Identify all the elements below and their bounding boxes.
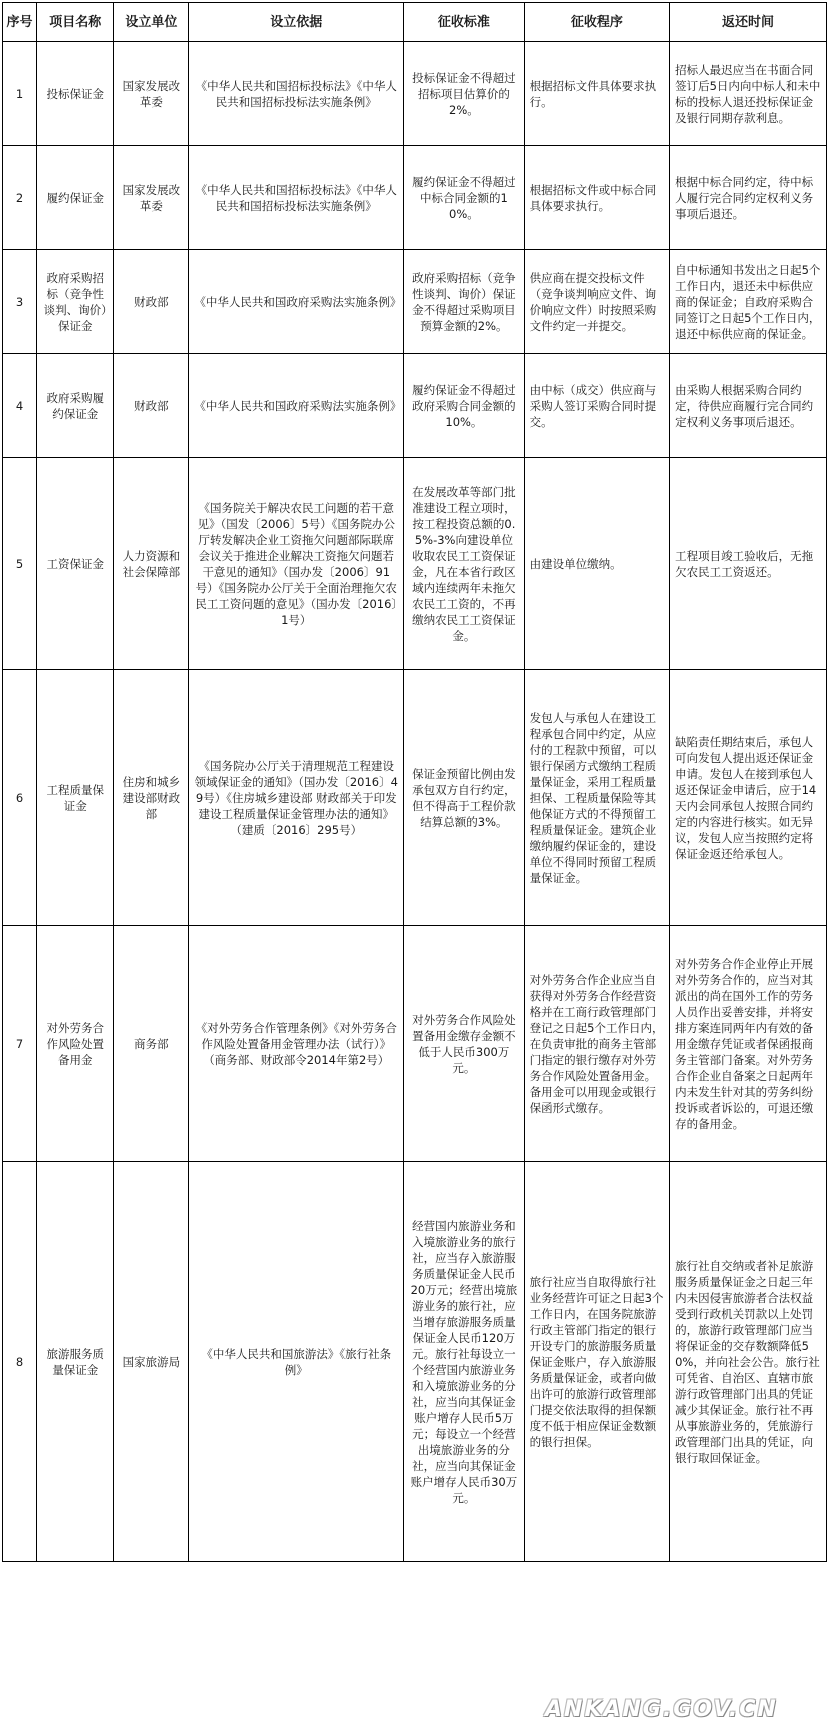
row-basis: 《中华人民共和国招标投标法》《中华人民共和国招标投标法实施条例》	[189, 42, 404, 146]
row-name: 政府采购履约保证金	[37, 354, 114, 458]
row-basis: 《国务院关于解决农民工问题的若干意见》（国发〔2006〕5号）《国务院办公厅转发解决企业工资拖欠问题部际联席会议关于推进企业解决工资拖欠问题若干意见的通知》（国办发〔2006〕91号）《国务院办公厅关于全面治理拖欠农民工工资问题的意见》（国办发〔2016〕1号）	[189, 458, 404, 670]
row-unit: 国家旅游局	[114, 1162, 189, 1562]
row-standard: 履约保证金不得超过政府采购合同金额的10%。	[404, 354, 524, 458]
row-no: 6	[3, 670, 37, 926]
row-name: 工程质量保证金	[37, 670, 114, 926]
row-basis: 《国务院办公厅关于清理规范工程建设领域保证金的通知》（国办发〔2016〕49号）《住房城乡建设部 财政部关于印发建设工程质量保证金管理办法的通知》（建质〔2016〕295号）	[189, 670, 404, 926]
table-row	[3, 354, 827, 458]
row-name: 工资保证金	[37, 458, 114, 670]
row-unit: 商务部	[114, 926, 189, 1162]
table-row	[3, 250, 827, 354]
row-return-time: 对外劳务合作企业停止开展对外劳务合作的，应当对其派出的尚在国外工作的劳务人员作出妥善安排，并将安排方案连同两年内有效的备用金缴存凭证或者保函报商务主管部门备案。对外劳务合作企业自备案之日起两年内未发生针对其的劳务纠纷投诉或者诉讼的，可退还缴存的备用金。	[670, 926, 827, 1162]
row-standard: 经营国内旅游业务和入境旅游业务的旅行社，应当存入旅游服务质量保证金人民币20万元；经营出境旅游业务的旅行社，应当增存旅游服务质量保证金人民币120万元。旅行社每设立一个经营国内旅游业务和入境旅游业务的分社，应当向其保证金账户增存人民币5万元；每设立一个经营出境旅游业务的分社，应当向其保证金账户增存人民币30万元。	[404, 1162, 524, 1562]
row-name: 履约保证金	[37, 146, 114, 250]
row-procedure: 供应商在提交投标文件（竞争谈判响应文件、询价响应文件）时按照采购文件约定一并提交。	[524, 250, 669, 354]
row-procedure: 旅行社应当自取得旅行社业务经营许可证之日起3个工作日内，在国务院旅游行政主管部门指定的银行开设专门的旅游服务质量保证金账户，存入旅游服务质量保证金，或者向做出许可的旅游行政管理部门提交依法取得的担保额度不低于相应保证金数额的银行担保。	[524, 1162, 669, 1562]
row-standard: 在发展改革等部门批准建设工程立项时，按工程投资总额的0.5%-3%向建设单位收取农民工工资保证金，凡在本省行政区域内连续两年未拖欠农民工工资的，不再缴纳农民工工资保证金。	[404, 458, 524, 670]
row-no: 3	[3, 250, 37, 354]
row-no: 1	[3, 42, 37, 146]
row-unit: 国家发展改革委	[114, 42, 189, 146]
header-standard: 征收标准	[404, 3, 524, 42]
row-procedure: 根据招标文件或中标合同具体要求执行。	[524, 146, 669, 250]
table-row	[3, 670, 827, 926]
row-unit: 国家发展改革委	[114, 146, 189, 250]
row-basis: 《中华人民共和国政府采购法实施条例》	[189, 354, 404, 458]
row-return-time: 工程项目竣工验收后，无拖欠农民工工资返还。	[670, 458, 827, 670]
row-standard: 履约保证金不得超过中标合同金额的10%。	[404, 146, 524, 250]
table-row	[3, 146, 827, 250]
row-name: 旅游服务质量保证金	[37, 1162, 114, 1562]
row-no: 2	[3, 146, 37, 250]
site-watermark: ANKANG.GOV.CN	[545, 1697, 778, 1722]
table-row	[3, 1162, 827, 1562]
table-row	[3, 458, 827, 670]
row-return-time: 招标人最迟应当在书面合同签订后5日内向中标人和未中标的投标人退还投标保证金及银行同期存款利息。	[670, 42, 827, 146]
row-procedure: 发包人与承包人在建设工程承包合同中约定，从应付的工程款中预留，可以银行保函方式缴纳工程质量保证金，采用工程质量担保、工程质量保险等其他保证方式的不得预留工程质量保证金。建筑企业缴纳履约保证金的，建设单位不得同时预留工程质量保证金。	[524, 670, 669, 926]
row-return-time: 根据中标合同约定，待中标人履行完合同约定权利义务事项后退还。	[670, 146, 827, 250]
row-procedure: 根据招标文件具体要求执行。	[524, 42, 669, 146]
row-standard: 政府采购招标（竞争性谈判、询价）保证金不得超过采购项目预算金额的2%。	[404, 250, 524, 354]
row-name: 对外劳务合作风险处置备用金	[37, 926, 114, 1162]
row-no: 8	[3, 1162, 37, 1562]
row-unit: 住房和城乡建设部财政部	[114, 670, 189, 926]
row-basis: 《中华人民共和国旅游法》《旅行社条例》	[189, 1162, 404, 1562]
row-return-time: 由采购人根据采购合同约定，待供应商履行完合同约定权利义务事项后退还。	[670, 354, 827, 458]
table-row	[3, 926, 827, 1162]
row-basis: 《中华人民共和国招标投标法》《中华人民共和国招标投标法实施条例》	[189, 146, 404, 250]
header-unit: 设立单位	[114, 3, 189, 42]
row-return-time: 缺陷责任期结束后，承包人可向发包人提出返还保证金申请。发包人在接到承包人返还保证金申请后，应于14天内会同承包人按照合同约定的内容进行核实。如无异议，发包人应当按照约定将保证金返还给承包人。	[670, 670, 827, 926]
row-name: 政府采购招标（竞争性谈判、询价）保证金	[37, 250, 114, 354]
row-standard: 投标保证金不得超过招标项目估算价的2%。	[404, 42, 524, 146]
header-no: 序号	[3, 3, 37, 42]
row-no: 4	[3, 354, 37, 458]
deposit-table	[2, 2, 827, 1562]
row-basis: 《对外劳务合作管理条例》《对外劳务合作风险处置备用金管理办法（试行）》（商务部、财政部令2014年第2号）	[189, 926, 404, 1162]
row-return-time: 旅行社自交纳或者补足旅游服务质量保证金之日起三年内未因侵害旅游者合法权益受到行政机关罚款以上处罚的，旅游行政管理部门应当将保证金的交存数额降低50%，并向社会公告。旅行社可凭省、自治区、直辖市旅游行政管理部门出具的凭证减少其保证金。旅行社不再从事旅游业务的，凭旅游行政管理部门出具的凭证，向银行取回保证金。	[670, 1162, 827, 1562]
table-row	[3, 42, 827, 146]
header-row	[3, 3, 827, 42]
row-no: 7	[3, 926, 37, 1162]
header-return-time: 返还时间	[670, 3, 827, 42]
row-name: 投标保证金	[37, 42, 114, 146]
header-name: 项目名称	[37, 3, 114, 42]
header-procedure: 征收程序	[524, 3, 669, 42]
row-unit: 财政部	[114, 354, 189, 458]
row-procedure: 对外劳务合作企业应当自获得对外劳务合作经营资格并在工商行政管理部门登记之日起5个工作日内，在负责审批的商务主管部门指定的银行缴存对外劳务合作风险处置备用金。备用金可以用现金或银行保函形式缴存。	[524, 926, 669, 1162]
row-return-time: 自中标通知书发出之日起5个工作日内，退还未中标供应商的保证金；自政府采购合同签订之日起5个工作日内，退还中标供应商的保证金。	[670, 250, 827, 354]
row-procedure: 由中标（成交）供应商与采购人签订采购合同时提交。	[524, 354, 669, 458]
row-unit: 财政部	[114, 250, 189, 354]
row-standard: 对外劳务合作风险处置备用金缴存金额不低于人民币300万元。	[404, 926, 524, 1162]
row-standard: 保证金预留比例由发承包双方自行约定，但不得高于工程价款结算总额的3%。	[404, 670, 524, 926]
row-basis: 《中华人民共和国政府采购法实施条例》	[189, 250, 404, 354]
row-procedure: 由建设单位缴纳。	[524, 458, 669, 670]
row-unit: 人力资源和社会保障部	[114, 458, 189, 670]
row-no: 5	[3, 458, 37, 670]
header-basis: 设立依据	[189, 3, 404, 42]
